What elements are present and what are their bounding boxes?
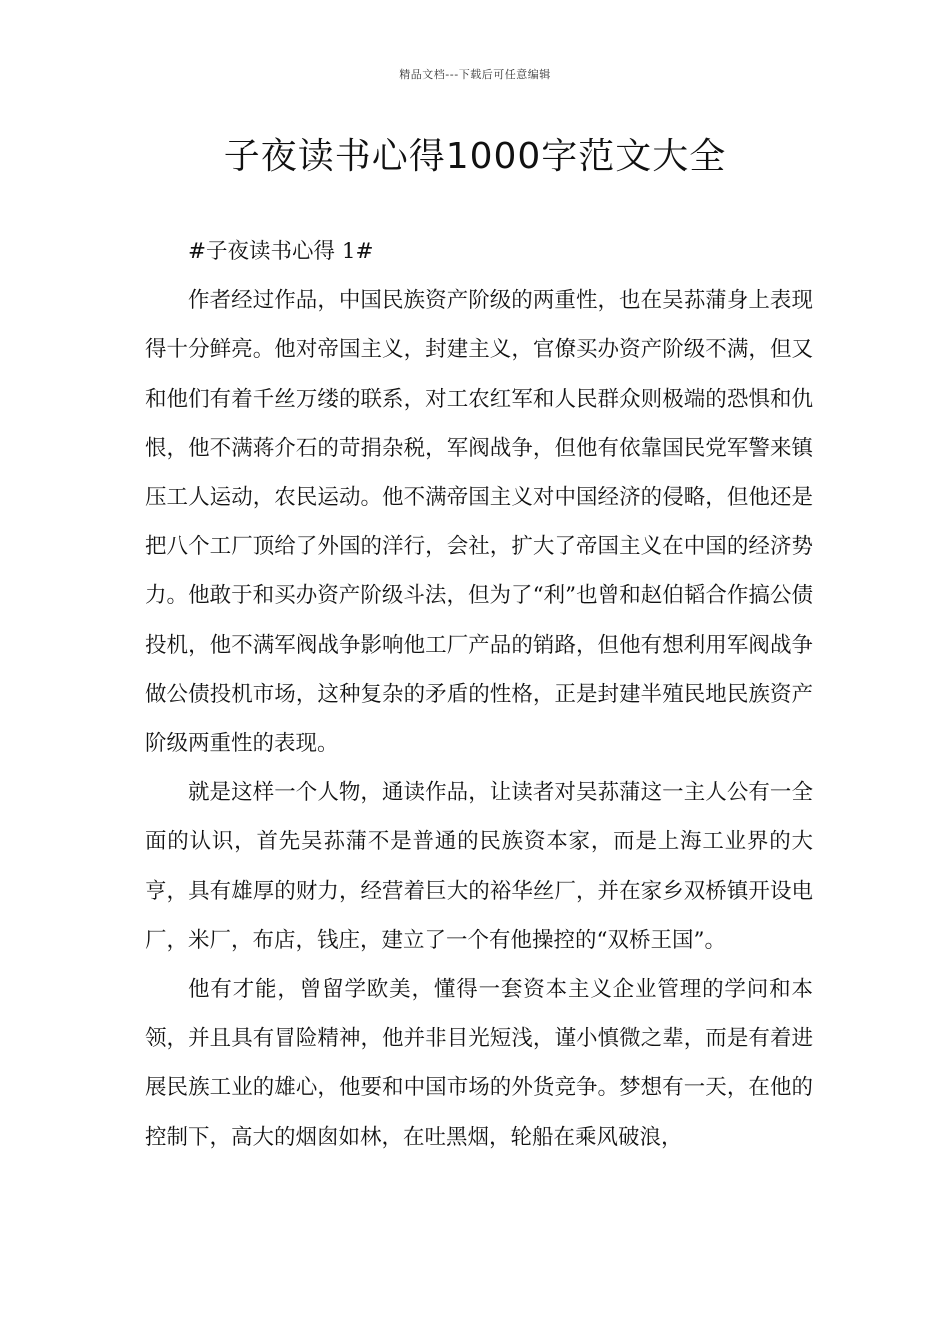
document-body (145, 227, 813, 1162)
section-heading: #子夜读书心得 1# (188, 239, 374, 264)
paragraph-1: 作者经过作品，中国民族资产阶级的两重性，也在吴荪蒲身上表现得十分鲜亮。他对帝国主义，封建主义，官僚买办资产阶级不满，但又和他们有着千丝万缕的联系，对工农红军和人民群众则极端的恐惧和仇恨，他不满蒋介石的苛捐杂税，军阀战争，但他有依靠国民党军警来镇压工人运动，农民运动。他不满帝国主义对中国经济的侵略，但他还是把八个工厂顶给了外国的洋行，会社，扩大了帝国主义在中国的经济势力。他敢于和买办资产阶级斗法，但为了“利”也曾和赵伯韬合作搞公债投机，他不满军阀战争影响他工厂产品的销路，但他有想利用军阀战争做公债投机市场，这种复杂的矛盾的性格，正是封建半殖民地民族资产阶级两重性的表现。 (145, 288, 813, 757)
header-note: 精品文档---下载后可任意编辑 (399, 68, 551, 81)
paragraph-2: 就是这样一个人物，通读作品，让读者对吴荪蒲这一主人公有一全面的认识，首先吴荪蒲不是普通的民族资本家，而是上海工业界的大亨，具有雄厚的财力，经营着巨大的裕华丝厂，并在家乡双桥镇开设电厂，米厂，布店，钱庄，建立了一个有他操控的“双桥王国”。 (145, 780, 813, 953)
document-title: 子夜读书心得1000字范文大全 (223, 136, 727, 177)
paragraph-3: 他有才能，曾留学欧美，懂得一套资本主义企业管理的学问和本领，并且具有冒险精神，他并非目光短浅，谨小慎微之辈，而是有着进展民族工业的雄心，他要和中国市场的外货竞争。梦想有一天，在他的控制下，高大的烟囱如林，在吐黑烟，轮船在乘风破浪， (145, 977, 813, 1150)
